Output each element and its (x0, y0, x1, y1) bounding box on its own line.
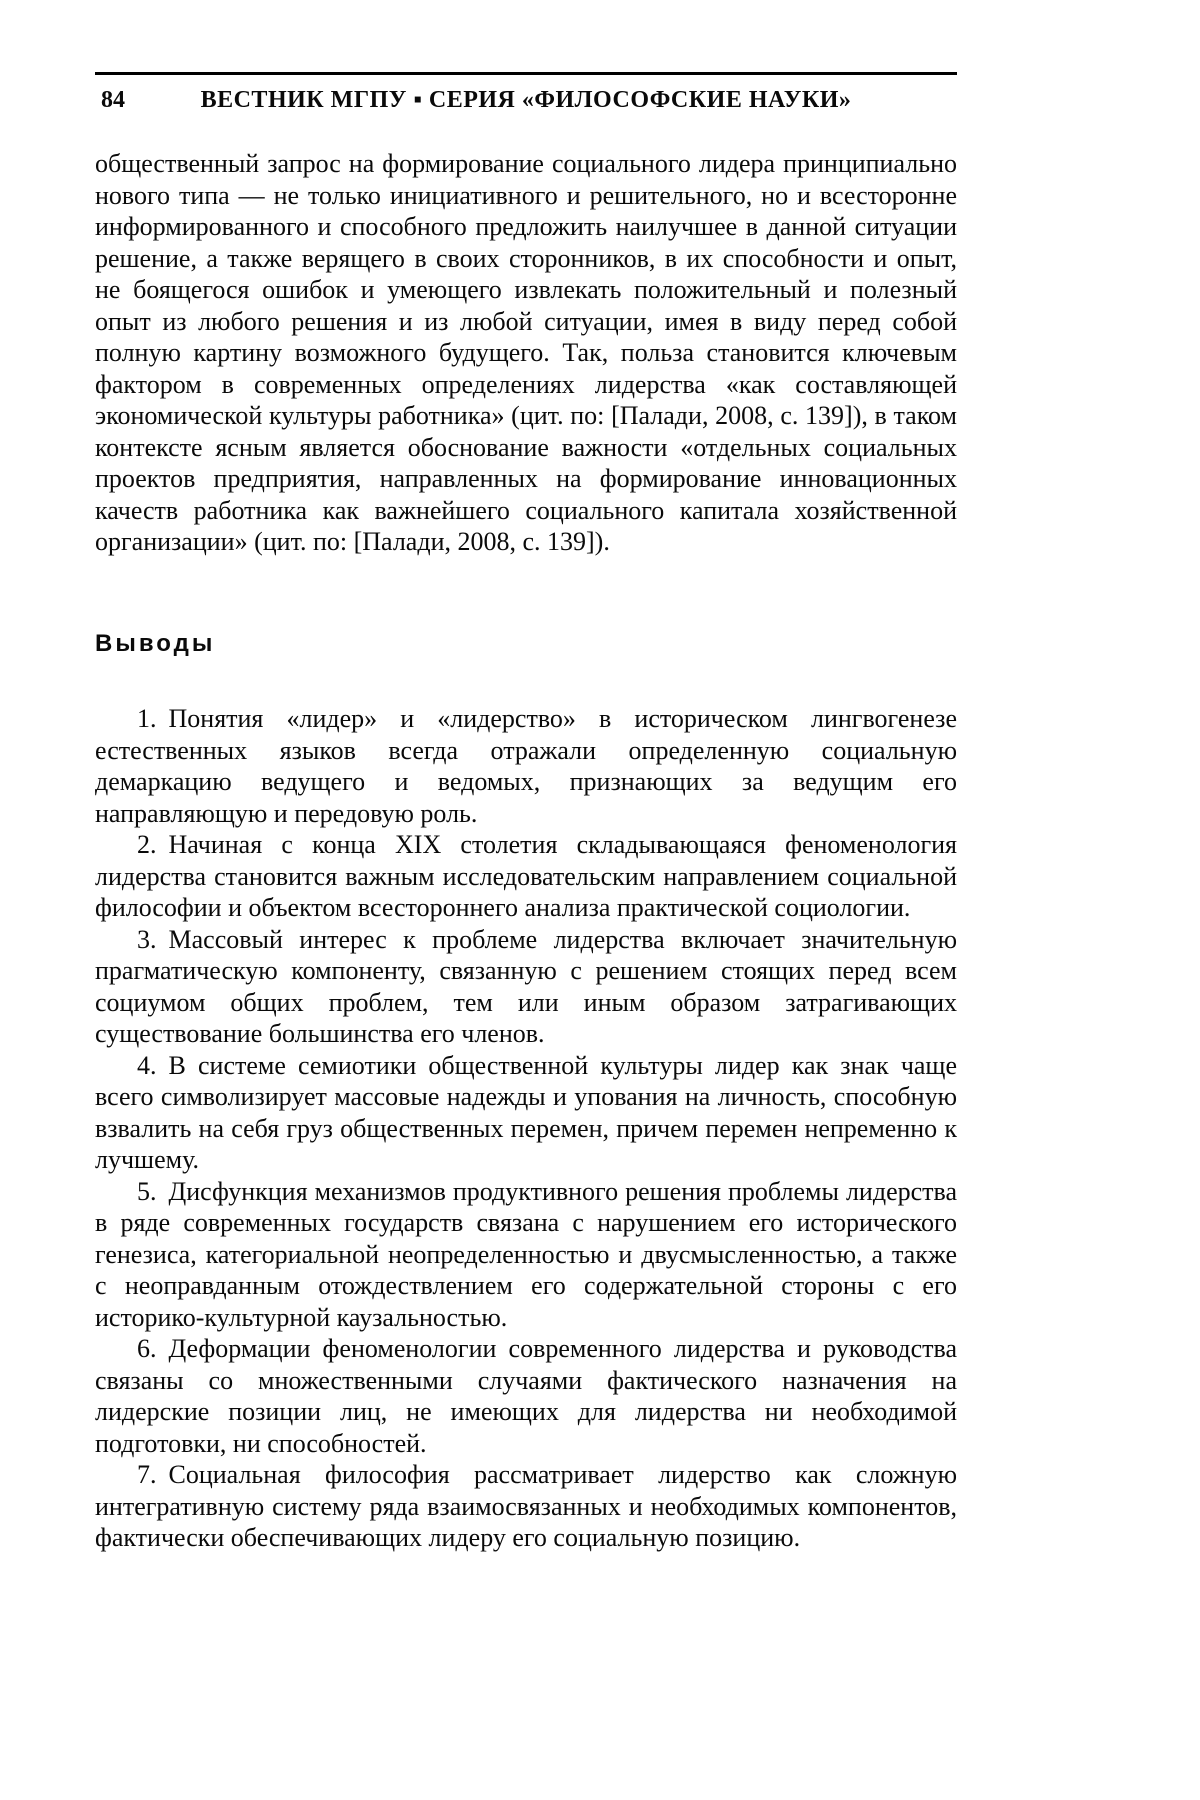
conclusion-number: 7. (137, 1460, 157, 1489)
conclusion-item-3 (95, 924, 957, 1050)
conclusion-item-5 (95, 1176, 957, 1334)
conclusion-text: Начиная с конца XIX столетия складывающаяся феноменология лидерства становится важным исследовательским направлением социальной философии и объектом всестороннего анализа практической социологии. (95, 830, 957, 922)
conclusion-text: Массовый интерес к проблеме лидерства включает значительную прагматическую компоненту, связанную с решением стоящих перед всем социумом общих проблем, тем или иным образом затрагивающих существование большинства его членов. (95, 924, 957, 1048)
conclusion-text: Дисфункция механизмов продуктивного решения проблемы лидерства в ряде современных государств связана с нарушением его исторического генезиса, категориальной неопределенностью и двусмысленностью, а также с неоправданным отождествлением его содержательной стороны с его историко-культурной каузальностью. (95, 1176, 957, 1332)
conclusion-text: Деформации феноменологии современного лидерства и руководства связаны со множественными случаями фактического назначения на лидерские позиции лиц, не имеющих для лидерства ни необходимой подготовки, ни способностей. (95, 1334, 957, 1458)
opening-paragraph: общественный запрос на формирование социального лидера принципиально нового типа — не только инициативного и решительного, но и всесторонне информированного и способного предложить наилучшее в данной ситуации решение, а также верящего в своих сторонников, в их способности и опыт, не боящегося ошибок и умеющего извлекать положительный и полезный опыт из любого решения и из любой ситуации, имея в виду перед собой полную картину возможного будущего. Так, польза становится ключевым фактором в современных определениях лидерства «как составляющей экономической культуры работника» (цит. по: [Палади, 2008, с. 139]), в таком контексте ясным является обоснование важности «отдельных социальных проектов предприятия, направленных на формирование инновационных качеств работника как важнейшего социального капитала хозяйственной организации» (цит. по: [Палади, 2008, с. 139]). (95, 149, 957, 556)
conclusion-item-7 (95, 1459, 957, 1554)
article-body (95, 148, 957, 1554)
content-block (95, 0, 957, 1554)
journal-title: ВЕСТНИК МГПУ ▪ СЕРИЯ «ФИЛОСОФСКИЕ НАУКИ» (200, 87, 852, 113)
header-rule (95, 72, 957, 75)
page-header (95, 72, 957, 118)
conclusion-text: В системе семиотики общественной культуры лидер как знак чаще всего символизирует массовые надежды и упования на личность, способную взвалить на себя груз общественных перемен, причем перемен непременно к лучшему. (95, 1050, 957, 1174)
conclusion-item-2 (95, 829, 957, 924)
conclusion-number: 3. (137, 924, 157, 954)
section-heading: Выводы (95, 629, 216, 657)
conclusion-item-4 (95, 1050, 957, 1176)
conclusion-number: 2. (137, 830, 157, 859)
conclusion-number: 1. (137, 704, 157, 733)
page-number: 84 (101, 87, 125, 113)
conclusion-text: Понятия «лидер» и «лидерство» в историческом лингвогенезе естественных языков всегда отражали определенную социальную демаркацию ведущего и ведомых, признающих за ведущим его направляющую и передовую роль. (95, 704, 957, 828)
conclusion-number: 5. (137, 1176, 157, 1206)
conclusion-item-6 (95, 1333, 957, 1459)
header-row (95, 82, 957, 118)
conclusion-text: Социальная философия рассматривает лидерство как сложную интегративную систему ряда взаимосвязанных и необходимых компонентов, фактически обеспечивающих лидеру его социальную позицию. (95, 1460, 957, 1552)
conclusion-number: 6. (137, 1334, 157, 1363)
conclusion-item-1 (95, 703, 957, 829)
conclusion-number: 4. (137, 1050, 157, 1080)
